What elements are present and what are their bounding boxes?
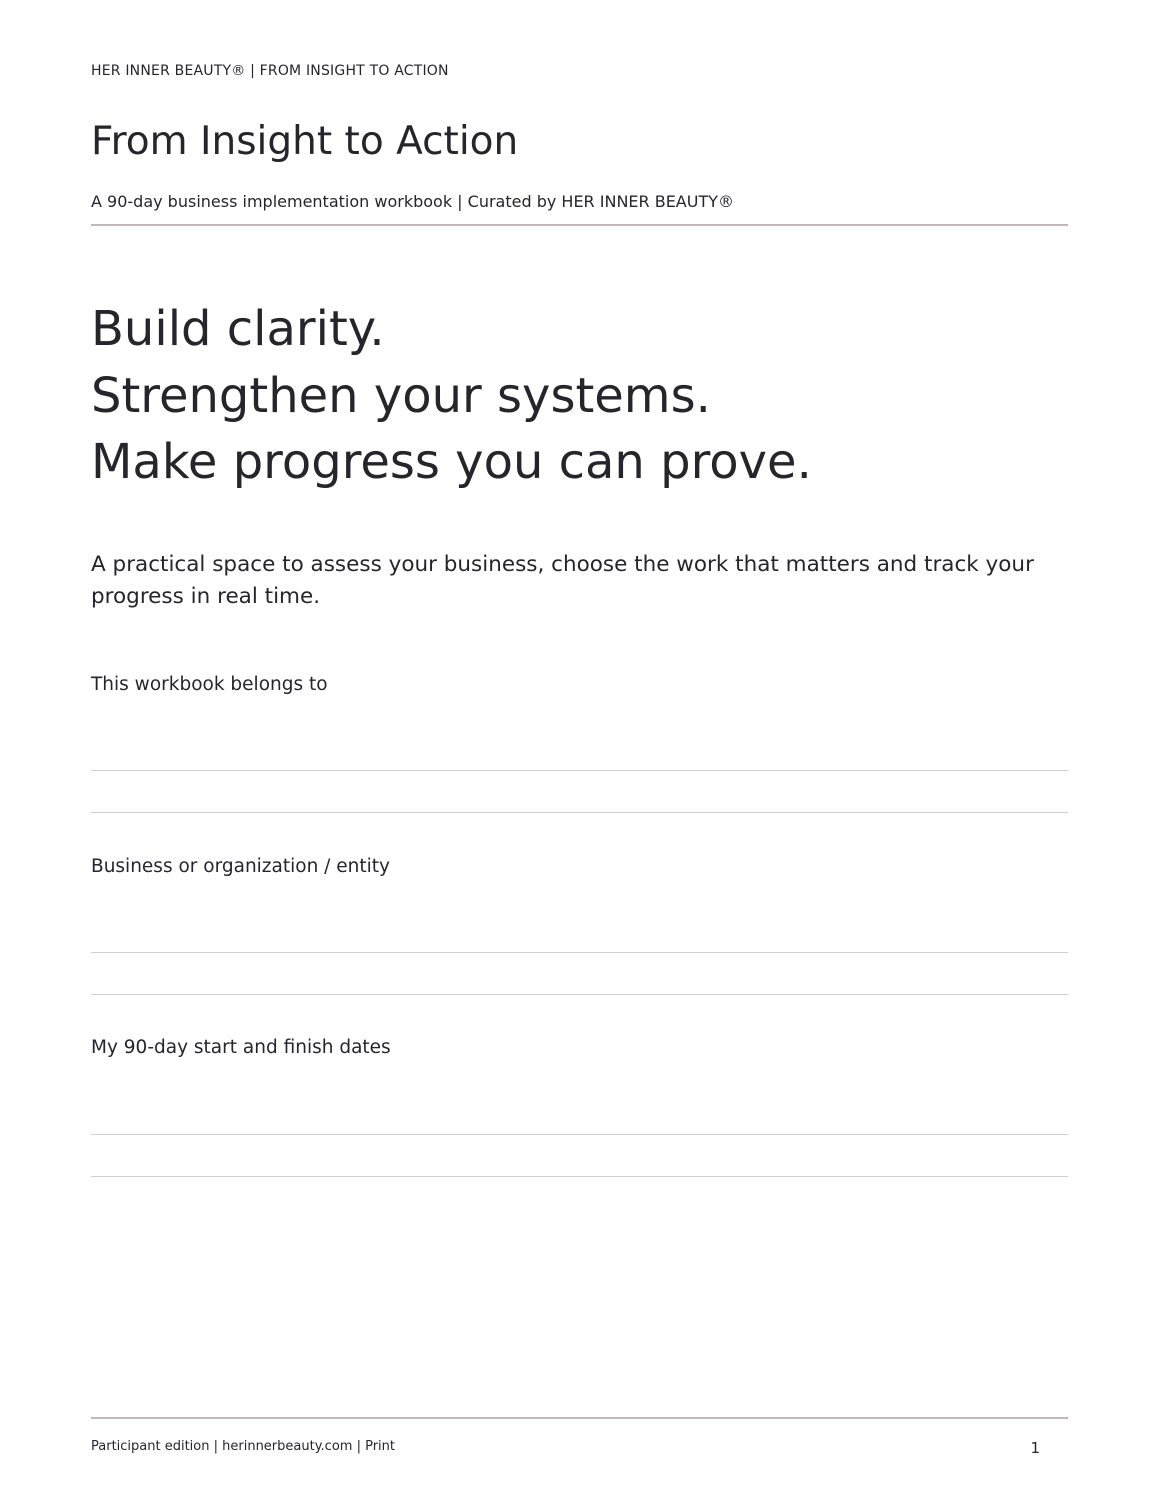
workbook-cover-page (91, 0, 1068, 1500)
owner-write-line-1[interactable] (91, 770, 1068, 771)
footer-divider (91, 1417, 1068, 1419)
page-number: 1 (1030, 1439, 1040, 1457)
dates-write-line-2[interactable] (91, 1176, 1068, 1177)
dates-field-label: My 90-day start and finish dates (91, 1037, 391, 1058)
business-write-line-2[interactable] (91, 994, 1068, 995)
business-write-line-1[interactable] (91, 952, 1068, 953)
headline-line-2: Strengthen your systems. (91, 367, 711, 424)
dates-write-line-1[interactable] (91, 1134, 1068, 1135)
headline-line-3: Make progress you can prove. (91, 434, 812, 490)
document-subtitle: A 90-day business implementation workbook | Curated by HER INNER BEAUTY® (91, 192, 735, 211)
business-field-label: Business or organization / entity (91, 856, 390, 877)
owner-write-line-2[interactable] (91, 812, 1068, 813)
header-divider (91, 224, 1068, 226)
document-title: From Insight to Action (91, 119, 519, 164)
headline (91, 296, 812, 496)
footer-text: Participant edition | herinnerbeauty.com | Print (91, 1439, 395, 1454)
running-head: HER INNER BEAUTY® | FROM INSIGHT TO ACTION (91, 63, 449, 79)
intro-paragraph: A practical space to assess your business, choose the work that matters and track your progress in real time. (91, 552, 1034, 609)
owner-field-label: This workbook belongs to (91, 674, 328, 695)
headline-line-1: Build clarity. (91, 301, 385, 357)
